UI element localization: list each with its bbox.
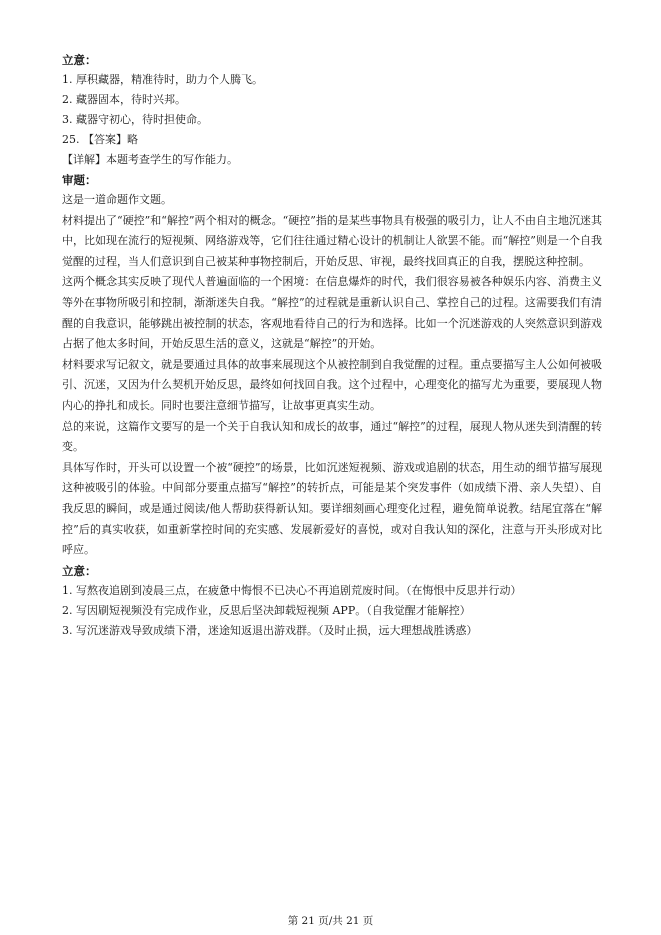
intent-item: 1. 厚积藏器，精准待时，助力个人腾飞。 [62, 73, 263, 86]
analysis-paragraph: 材料提出了“硬控”和“解控”两个相对的概念。“硬控”指的是某些事物具有极强的吸引力，让人不由自主地沉迷其中，比如现在流行的短视频、网络游戏等，它们往往通过精心设计的机制让人欲罢不能。而“解控”则是一个自我觉醒的过程，当人们意识到自己被某种事物控制后，开始反思、审视，最终找回真正的自我，摆脱这种控制。 [62, 213, 602, 268]
section-heading-analysis: 审题： [62, 173, 97, 187]
intent-item: 2. 写因刷短视频没有完成作业，反思后坚决卸载短视频 APP。（自我觉醒才能解控） [62, 603, 471, 617]
intent-item: 2. 藏器固本，待时兴邦。 [62, 93, 186, 106]
section-heading-intent-2: 立意： [62, 563, 97, 578]
page-content [62, 50, 602, 641]
page-number: 第 21 页/共 21 页 [287, 915, 374, 927]
answer-line: 25. 【答案】略 [62, 133, 138, 146]
section-heading-intent: 立意： [62, 53, 97, 67]
detail-line: 【详解】本题考查学生的写作能力。 [62, 153, 238, 166]
analysis-paragraph: 总的来说，这篇作文要写的是一个关于自我认知和成长的故事，通过“解控”的过程，展现人物从迷失到清醒的转变。 [62, 419, 602, 454]
intent-item: 3. 藏器守初心，待时担使命。 [62, 113, 208, 126]
analysis-paragraph: 这是一道命题作文题。 [62, 193, 172, 206]
analysis-paragraph: 具体写作时，开头可以设置一个被“硬控”的场景，比如沉迷短视频、游戏或追剧的状态，用生动的细节描写展现这种被吸引的体验。中间部分要重点描写“解控”的转折点，可能是某个突发事件（如成绩下滑、亲人失望）、自我反思的瞬间，或是通过阅读/他人帮助获得新认知。要详细刻画心理变化过程，避免简单说教。结尾宜落在“解控”后的真实收获，如重新掌控时间的充实感、发展新爱好的喜悦，或对自我认知的深化，注意与开头形成对比呼应。 [62, 460, 602, 557]
analysis-paragraph: 这两个概念其实反映了现代人普遍面临的一个困境：在信息爆炸的时代，我们很容易被各种娱乐内容、消费主义等外在事物所吸引和控制，渐渐迷失自我。“解控”的过程就是重新认识自己、掌控自己的过程。这需要我们有清醒的自我意识，能够跳出被控制的状态，客观地看待自己的行为和选择。比如一个沉迷游戏的人突然意识到游戏占据了他太多时间，开始反思生活的意义，这就是“解控”的开始。 [62, 275, 602, 351]
analysis-paragraph: 材料要求写记叙文，就是要通过具体的故事来展现这个从被控制到自我觉醒的过程。重点要描写主人公如何被吸引、沉迷，又因为什么契机开始反思，最终如何找回自我。这个过程中，心理变化的描写尤为重要，要展现人物内心的挣扎和成长。同时也要注意细节描写，让故事更真实生动。 [62, 357, 602, 412]
intent-item: 3. 写沉迷游戏导致成绩下滑，迷途知返退出游戏群。（及时止损，远大理想战胜诱惑） [62, 623, 478, 637]
intent-item: 1. 写熬夜追剧到凌晨三点，在疲惫中悔恨不已决心不再追剧荒废时间。（在悔恨中反思并行动） [62, 583, 522, 597]
